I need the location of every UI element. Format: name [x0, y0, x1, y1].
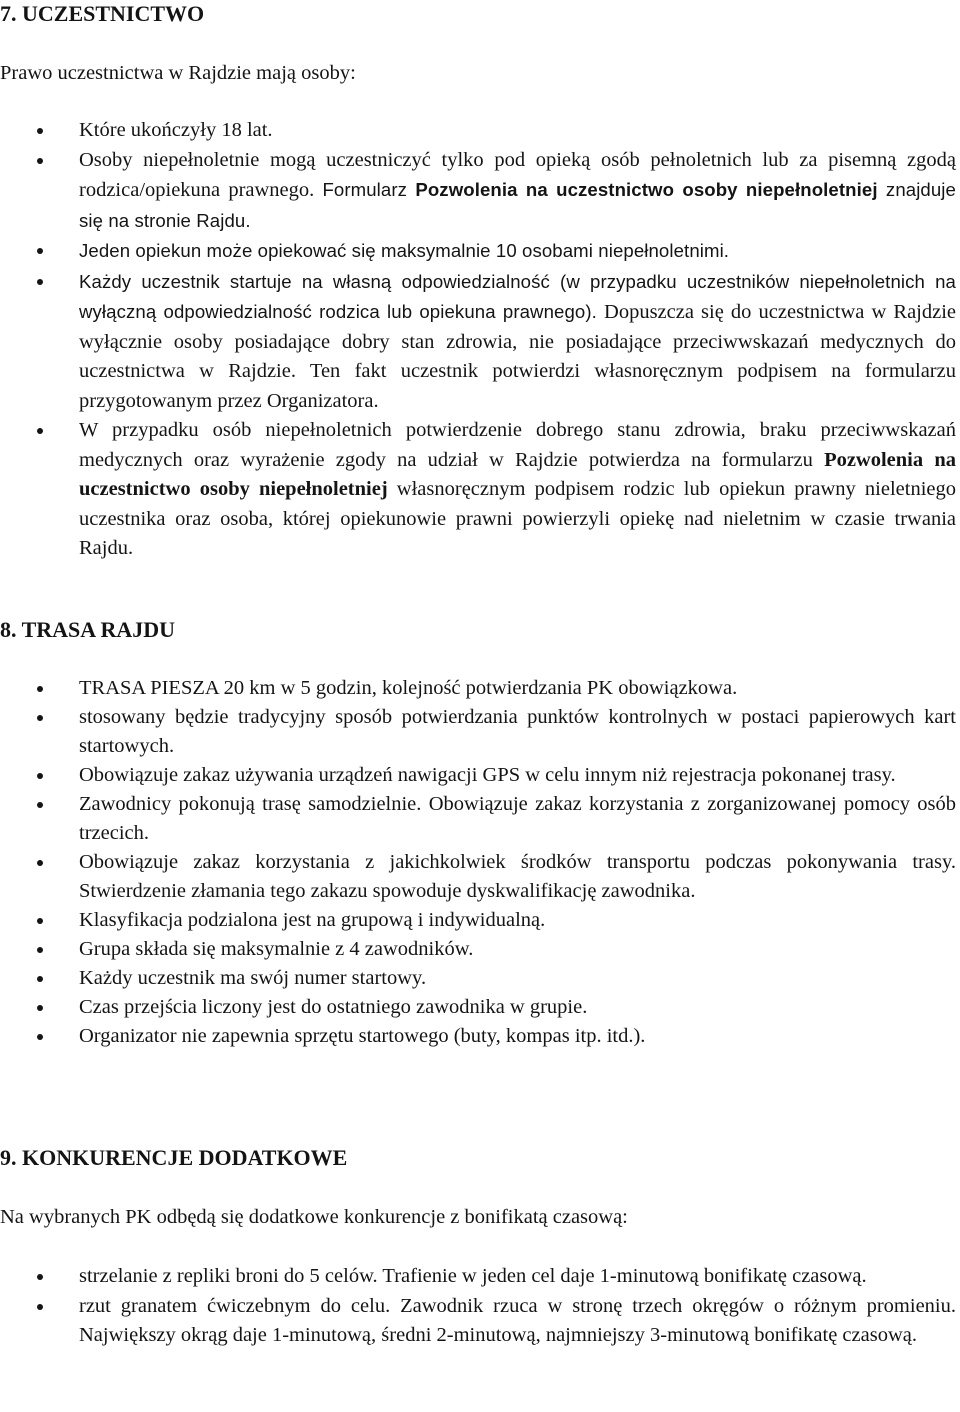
section-9-heading: 9. KONKURENCJE DODATKOWE — [0, 1145, 348, 1170]
section-9-intro: Na wybranych PK odbędą się dodatkowe konkurencje z bonifikatą czasową: — [0, 1206, 628, 1228]
list-item: W przypadku osób niepełnoletnich potwierdzenie dobrego stanu zdrowia, braku przeciwwskazań medycznych oraz wyrażenie zgody na udział w Rajdzie potwierdza na formularzu Pozwolenia na uczestnictwo osoby niepełnoletniej własnoręcznym podpisem rodzic lub opiekun prawny nieletniego uczestnika oraz osoba, której opiekunowie prawni powierzyli opiekę nad nieletnim w czasie trwania Rajdu. — [0, 416, 956, 564]
bullet-icon — [37, 947, 43, 953]
bullet-icon — [37, 715, 43, 721]
list-item: Klasyfikacja podzialona jest na grupową i indywidualną. — [0, 906, 956, 935]
list-item: Które ukończyły 18 lat. — [0, 116, 956, 146]
list-item: strzelanie z repliki broni do 5 celów. Trafienie w jeden cel daje 1-minutową bonifikatę czasową. — [0, 1262, 956, 1292]
bullet-icon — [37, 1005, 43, 1011]
bullet-icon — [37, 248, 43, 254]
bullet-icon — [37, 1304, 43, 1310]
section-8-list — [0, 674, 956, 1051]
bullet-icon — [37, 686, 43, 692]
section-7-intro: Prawo uczestnictwa w Rajdzie mają osoby: — [0, 62, 356, 84]
bullet-icon — [37, 860, 43, 866]
list-item: rzut granatem ćwiczebnym do celu. Zawodnik rzuca w stronę trzech okręgów o różnym promieniu. Największy okrąg daje 1-minutową, średni 2-minutową, najmniejszy 3-minutową bonifikatę czasową. — [0, 1292, 956, 1351]
list-item: Obowiązuje zakaz używania urządzeń nawigacji GPS w celu innym niż rejestracja pokonanej trasy. — [0, 761, 956, 790]
list-item: Organizator nie zapewnia sprzętu startowego (buty, kompas itp. itd.). — [0, 1022, 956, 1051]
bullet-icon — [37, 428, 43, 434]
list-item: Obowiązuje zakaz korzystania z jakichkolwiek środków transportu podczas pokonywania trasy. Stwierdzenie złamania tego zakazu spowoduje dyskwalifikację zawodnika. — [0, 848, 956, 906]
list-item: stosowany będzie tradycyjny sposób potwierdzania punktów kontrolnych w postaci papierowych kart startowych. — [0, 703, 956, 761]
bullet-icon — [37, 918, 43, 924]
section-7-list — [0, 116, 956, 564]
bullet-icon — [37, 158, 43, 164]
list-item: Każdy uczestnik startuje na własną odpowiedzialność (w przypadku uczestników niepełnoletnich na wyłączną odpowiedzialność rodzica lub opiekuna prawnego). Dopuszcza się do uczestnictwa w Rajdzie wyłącznie osoby posiadające dobry stan zdrowia, nie posiadające przeciwwskazań medycznych do uczestnictwa w Rajdzie. Ten fakt uczestnik potwierdzi własnoręcznym podpisem na formularzu przygotowanym przez Organizatora. — [0, 267, 956, 417]
list-item: Osoby niepełnoletnie mogą uczestniczyć tylko pod opieką osób pełnoletnich lub za pisemną zgodą rodzica/opiekuna prawnego. Formularz Pozwolenia na uczestnictwo osoby niepełnoletniej znajduje się na stronie Rajdu. — [0, 146, 956, 237]
bullet-icon — [37, 1034, 43, 1040]
list-item: TRASA PIESZA 20 km w 5 godzin, kolejność potwierdzania PK obowiązkowa. — [0, 674, 956, 703]
section-9-list — [0, 1262, 956, 1351]
section-7-heading: 7. UCZESTNICTWO — [0, 1, 205, 26]
bullet-icon — [37, 976, 43, 982]
bullet-icon — [37, 802, 43, 808]
bullet-icon — [37, 1274, 43, 1280]
bullet-icon — [37, 279, 43, 285]
bullet-icon — [37, 773, 43, 779]
list-item: Grupa składa się maksymalnie z 4 zawodników. — [0, 935, 956, 964]
list-item: Każdy uczestnik ma swój numer startowy. — [0, 964, 956, 993]
list-item: Jeden opiekun może opiekować się maksymalnie 10 osobami niepełnoletnimi. — [0, 236, 956, 267]
list-item: Czas przejścia liczony jest do ostatniego zawodnika w grupie. — [0, 993, 956, 1022]
list-item: Zawodnicy pokonują trasę samodzielnie. Obowiązuje zakaz korzystania z zorganizowanej pomocy osób trzecich. — [0, 790, 956, 848]
bullet-icon — [37, 128, 43, 134]
section-8-heading: 8. TRASA RAJDU — [0, 617, 176, 642]
